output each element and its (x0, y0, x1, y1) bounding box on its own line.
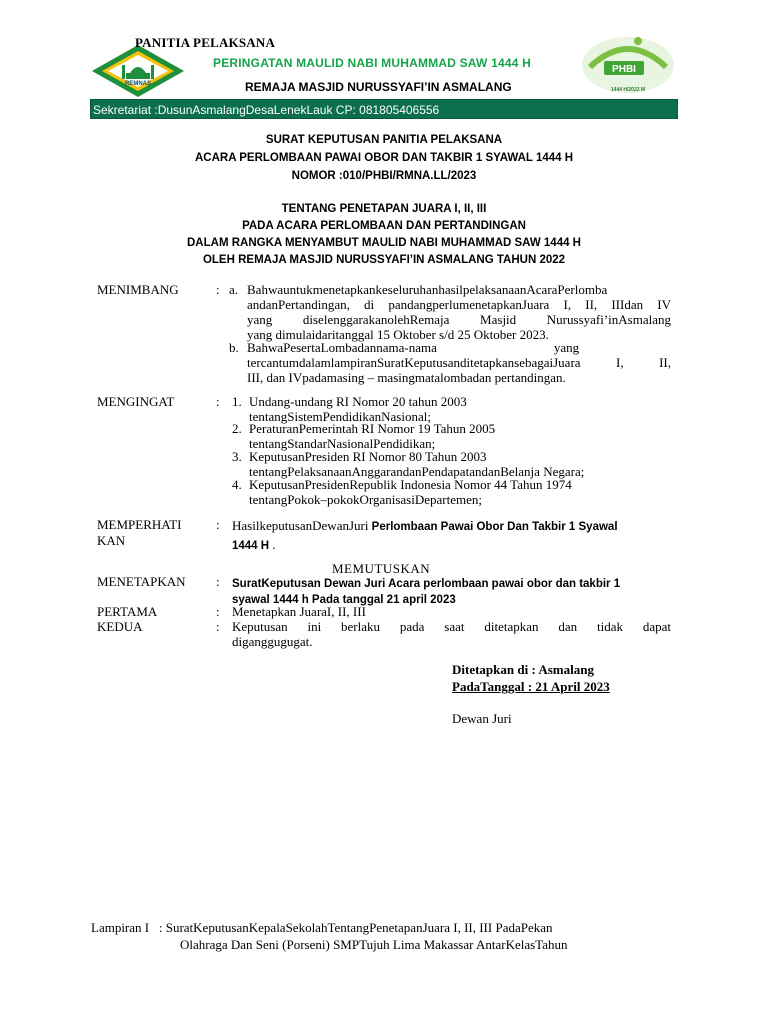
mengingat-item-4 (249, 477, 572, 507)
text-line: diganggugugat. (232, 634, 313, 649)
attachment-line-1: Lampiran I : SuratKeputusanKepalaSekolahTentangPenetapanJuara I, II, III PadaPekan (91, 920, 553, 935)
memperhatikan-label (97, 517, 182, 549)
menetapkan-label: MENETAPKAN (97, 574, 186, 589)
about-line-1: TENTANG PENETAPAN JUARA I, II, III (281, 203, 487, 215)
menimbang-item-a (247, 282, 671, 342)
secretariat-bar: Sekretariat :DusunAsmalangDesaLenekLauk CP: 081805406556 (90, 99, 678, 119)
about-line-3: DALAM RANGKA MENYAMBUT MAULID NABI MUHAMMAD SAW 1444 H (187, 237, 581, 249)
text-line: yang diselenggarakanolehRemaja Masjid Nurussyafi’inAsmalang (247, 312, 671, 327)
mengingat-marker-4: 4. (232, 477, 242, 492)
place-of-decree: Ditetapkan di : Asmalang (452, 662, 594, 677)
memperhatikan-text (232, 517, 672, 555)
decree-title: SURAT KEPUTUSAN PANITIA PELAKSANA (265, 134, 503, 146)
text-line: tentangSistemPendidikanNasional; (249, 409, 431, 424)
label-line: MEMPERHATI (97, 517, 182, 532)
date-of-decree: PadaTanggal : 21 April 2023 (452, 679, 610, 694)
mengingat-marker-3: 3. (232, 449, 242, 464)
organization-title: REMAJA MASJID NURUSSYAFI’IN ASMALANG (245, 80, 512, 94)
memperhatikan-suffix: . (269, 537, 276, 552)
remnas-logo (90, 43, 186, 99)
text-line: tercantumdalamlampiranSuratKeputusanditetapkansebagaiJuara I, II, (247, 355, 671, 370)
mengingat-item-1 (249, 394, 467, 424)
event-title: PERINGATAN MAULID NABI MUHAMMAD SAW 1444 H (213, 56, 531, 70)
menimbang-marker-a: a. (229, 282, 239, 297)
text-line: syawal 1444 h Pada tanggal 21 april 2023 (232, 594, 456, 606)
pertama-label: PERTAMA (97, 604, 158, 619)
text-line: PeraturanPemerintah RI Nomor 19 Tahun 2005 (249, 421, 496, 436)
menimbang-colon: : (216, 282, 220, 297)
memperhatikan-prefix: HasilkeputusanDewanJuri (232, 518, 369, 533)
pertama-text: Menetapkan JuaraI, II, III (232, 604, 366, 619)
phbi-logo-year: 1444 H/2022 M (610, 87, 646, 93)
menimbang-marker-b: b. (229, 340, 239, 355)
decree-number: NOMOR :010/PHBI/RMNA.LL/2023 (291, 170, 477, 182)
memperhatikan-bold-2: 1444 H (232, 540, 270, 552)
text-line: tentangPelaksanaanAnggarandanPendapatandanBelanja Negara; (249, 464, 585, 479)
pertama-colon: : (216, 604, 220, 619)
mengingat-colon: : (216, 394, 220, 409)
menimbang-label: MENIMBANG (97, 282, 179, 297)
text-line: Undang-undang RI Nomor 20 tahun 2003 (249, 394, 467, 409)
signer-name: Dewan Juri (452, 711, 512, 726)
mengingat-label: MENGINGAT (97, 394, 175, 409)
kedua-label: KEDUA (97, 619, 143, 634)
decree-subtitle: ACARA PERLOMBAAN PAWAI OBOR DAN TAKBIR 1 SYAWAL 1444 H (194, 152, 574, 164)
text-line: Keputusan ini berlaku pada saat ditetapkan dan tidak dapat (232, 619, 671, 634)
text-line: tentangPokok–pokokOrganisasiDepartemen; (249, 492, 482, 507)
text-line: yang dimulaidaritanggal 15 Oktober s/d 25 Oktober 2023. (247, 327, 549, 342)
attachment-line-2: Olahraga Dan Seni (Porseni) SMPTujuh Lima Makassar AntarKelasTahun (180, 937, 568, 952)
mengingat-marker-2: 2. (232, 421, 242, 436)
label-line: KAN (97, 533, 126, 548)
text-line: SuratKeputusan Dewan Juri Acara perlombaan pawai obor dan takbir 1 (232, 578, 621, 590)
about-line-2: PADA ACARA PERLOMBAAN DAN PERTANDINGAN (242, 220, 526, 232)
menimbang-item-b (247, 340, 671, 385)
text-line: BahwaPesertaLombadannama-nama yang (247, 340, 580, 355)
text-line: BahwauntukmenetapkankeseluruhanhasilpelaksanaanAcaraPerlomba (247, 282, 608, 297)
memperhatikan-bold-1: Perlombaan Pawai Obor Dan Takbir 1 Syawal (368, 521, 618, 533)
text-line: KeputusanPresiden RI Nomor 80 Tahun 2003 (249, 449, 487, 464)
memutuskan-heading: MEMUTUSKAN (332, 561, 431, 576)
about-line-4: OLEH REMAJA MASJID NURUSSYAFI’IN ASMALANG TAHUN 2022 (202, 254, 566, 266)
mengingat-item-2 (249, 421, 495, 451)
phbi-logo-text: PHBI (612, 64, 636, 75)
text-line: tentangStandarNasionalPendidikan; (249, 436, 436, 451)
mengingat-marker-1: 1. (232, 394, 242, 409)
memperhatikan-colon: : (216, 517, 220, 532)
kedua-colon: : (216, 619, 220, 634)
mengingat-item-3 (249, 449, 584, 479)
phbi-logo (578, 33, 678, 95)
kedua-text (232, 619, 671, 649)
committee-title: PANITIA PELAKSANA (135, 35, 276, 50)
text-line: andanPertandingan, di pandangperlumenetapkanJuara I, II, IIIdan IV (247, 297, 671, 312)
remnas-logo-text: REMNAS (124, 81, 152, 87)
text-line: III, dan IVpadamasing – masingmatalombadan pertandingan. (247, 370, 566, 385)
menetapkan-colon: : (216, 574, 220, 589)
text-line: KeputusanPresidenRepublik Indonesia Nomor 44 Tahun 1974 (249, 477, 572, 492)
